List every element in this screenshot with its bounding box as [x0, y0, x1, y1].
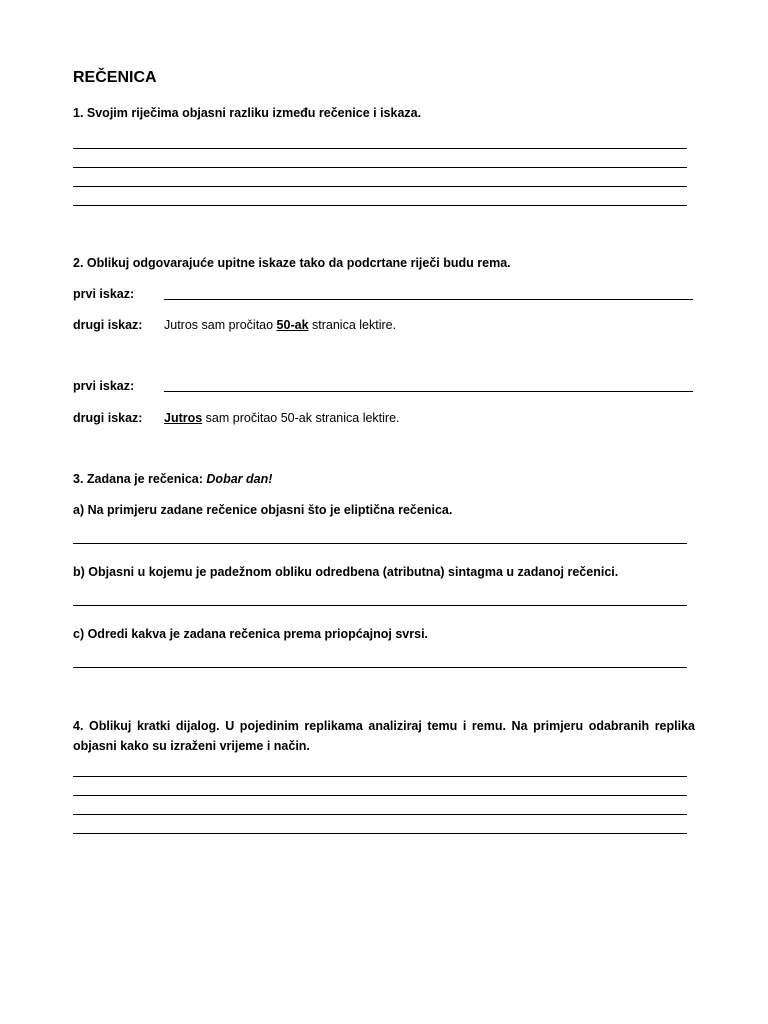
- first-statement-line-1[interactable]: [164, 299, 693, 300]
- second-statement-label-1: drugi iskaz:: [73, 318, 143, 332]
- question-3-prefix: 3. Zadana je rečenica:: [73, 472, 207, 486]
- answer-line-q4-3[interactable]: [73, 814, 687, 815]
- answer-line-q3c[interactable]: [73, 667, 687, 668]
- answer-line-q3a[interactable]: [73, 543, 687, 544]
- question-4: 4. Oblikuj kratki dijalog. U pojedinim replikama analiziraj temu i remu. Na primjeru odabranih replika objasni kako su izraženi vrijeme i način.: [73, 719, 695, 753]
- sentence-part: Jutros sam pročitao: [164, 318, 277, 332]
- question-3c: c) Odredi kakva je zadana rečenica prema priopćajnoj svrsi.: [73, 627, 429, 641]
- second-statement-label-2: drugi iskaz:: [73, 411, 143, 425]
- question-3: [73, 472, 272, 486]
- second-statement-2: [164, 411, 400, 425]
- question-1: 1. Svojim riječima objasni razliku između rečenice i iskaza.: [73, 106, 422, 120]
- answer-line-q4-2[interactable]: [73, 795, 687, 796]
- answer-line-q3b[interactable]: [73, 605, 687, 606]
- underlined-rheme: 50-ak: [276, 318, 309, 332]
- answer-line-q4-1[interactable]: [73, 776, 687, 777]
- underlined-rheme: Jutros: [164, 411, 203, 425]
- sentence-part: sam pročitao 50-ak stranica lektire.: [202, 411, 400, 425]
- answer-line-q1-3[interactable]: [73, 186, 687, 187]
- first-statement-label-2: prvi iskaz:: [73, 379, 135, 393]
- first-statement-line-2[interactable]: [164, 391, 693, 392]
- question-3a: a) Na primjeru zadane rečenice objasni što je eliptična rečenica.: [73, 503, 453, 517]
- second-statement-1: [164, 318, 396, 332]
- answer-line-q1-4[interactable]: [73, 205, 687, 206]
- given-sentence: Dobar dan!: [206, 472, 273, 486]
- question-2: 2. Oblikuj odgovarajuće upitne iskaze tako da podcrtane riječi budu rema.: [73, 256, 511, 270]
- sentence-part: stranica lektire.: [308, 318, 397, 332]
- answer-line-q4-4[interactable]: [73, 833, 687, 834]
- page-title: REČENICA: [73, 69, 157, 86]
- answer-line-q1-1[interactable]: [73, 148, 687, 149]
- answer-line-q1-2[interactable]: [73, 167, 687, 168]
- question-3b: b) Objasni u kojemu je padežnom obliku odredbena (atributna) sintagma u zadanoj rečenici.: [73, 565, 619, 579]
- first-statement-label-1: prvi iskaz:: [73, 287, 135, 301]
